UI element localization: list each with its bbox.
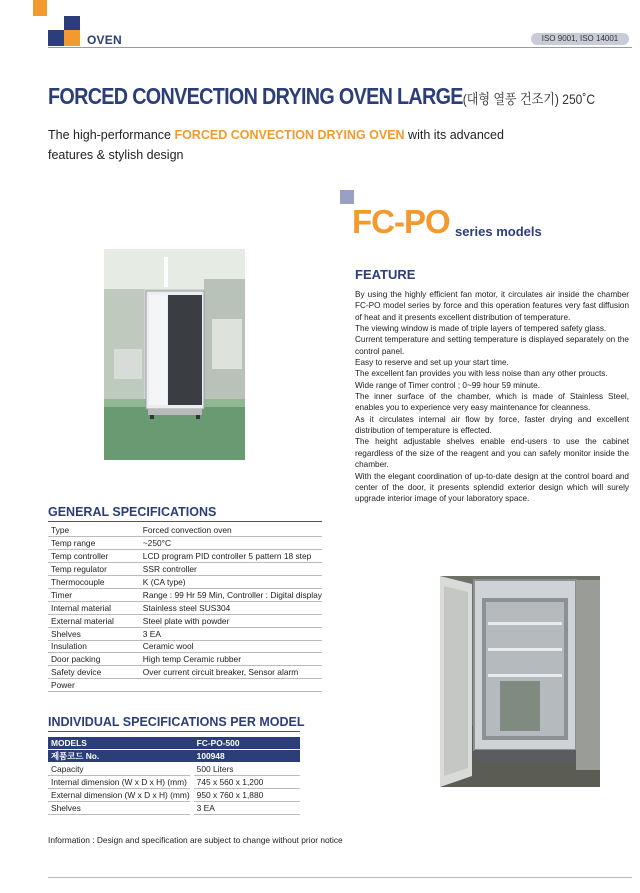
logo-square-orange: [64, 30, 80, 46]
series-marker: [340, 190, 354, 204]
table-row: [48, 679, 322, 692]
model-spec-value: 950 x 760 x 1,880: [194, 789, 300, 802]
feature-paragraph: With the elegant coordination of up-to-date design at the control board and center of the door, it presents splendid exterior design which will surely upgrade interior image of your laboratory space.: [355, 471, 629, 504]
model-spec-label: Shelves: [48, 802, 190, 815]
table-header-row: [48, 750, 300, 763]
model-spec-value: 500 Liters: [194, 763, 300, 776]
logo-square-navy-top: [64, 16, 80, 30]
table-row: [48, 666, 322, 679]
info-note: Information : Design and specification are subject to change without prior notice: [48, 835, 343, 845]
spec-value: Over current circuit breaker, Sensor alarm: [140, 666, 322, 679]
model-specs-table: [48, 737, 300, 815]
series-code: FC-PO: [352, 203, 450, 240]
spec-value: K (CA type): [140, 576, 322, 589]
spec-label: Insulation: [48, 640, 140, 653]
title-korean: (대형 열풍 건조기): [462, 91, 559, 107]
table-row: [48, 802, 300, 815]
spec-value: 3 EA: [140, 627, 322, 640]
feature-paragraph: Wide range of Timer control ; 0~99 hour 59 minute.: [355, 380, 540, 390]
footer-divider: [48, 877, 632, 878]
spec-value: ~250°C: [140, 537, 322, 550]
spec-label: Shelves: [48, 627, 140, 640]
model-specs-title: INDIVIDUAL SPECIFICATIONS PER MODEL: [48, 715, 305, 729]
general-specs-title: GENERAL SPECIFICATIONS: [48, 505, 217, 519]
category-label: OVEN: [87, 33, 122, 47]
spec-label: Timer: [48, 588, 140, 601]
spec-label: Door packing: [48, 653, 140, 666]
table-row: [48, 653, 322, 666]
spec-label: Safety device: [48, 666, 140, 679]
table-row: [48, 640, 322, 653]
spec-label: Temp controller: [48, 550, 140, 563]
table-row: [48, 537, 322, 550]
logo-square-orange-top: [33, 0, 47, 16]
spec-value: High temp Ceramic rubber: [140, 653, 322, 666]
model-header-value: FC-PO-500: [194, 737, 300, 750]
table-row: [48, 550, 322, 563]
intro-highlight: FORCED CONVECTION DRYING OVEN: [174, 128, 405, 142]
table-row: [48, 614, 322, 627]
feature-paragraph: The inner surface of the chamber, which is made of Stainless Steel, enables you to experience very easy maintenance for cleanness.: [355, 392, 629, 413]
table-header-row: [48, 737, 300, 750]
table-row: [48, 563, 322, 576]
logo-square-navy: [48, 30, 64, 46]
model-spec-value: 3 EA: [194, 802, 300, 815]
iso-badge: ISO 9001, ISO 14001: [531, 33, 629, 45]
feature-paragraph: As it circulates internal air flow by force, faster drying and excellent distribution of temperature is effected.: [355, 414, 629, 436]
model-spec-label: Internal dimension (W x D x H) (mm): [48, 776, 190, 789]
model-specs-divider: [48, 731, 300, 732]
feature-paragraph: The excellent fan provides you with less noise than any other proucts.: [355, 369, 608, 379]
spec-value: LCD program PID controller 5 pattern 18 step: [140, 550, 322, 563]
intro-suffix: with its advanced features & stylish design: [48, 128, 504, 162]
model-spec-label: Capacity: [48, 763, 190, 776]
model-header-value: 100948: [194, 750, 300, 763]
spec-label: Thermocouple: [48, 576, 140, 589]
spec-value: [140, 679, 322, 692]
feature-paragraph: Current temperature and setting temperature is displayed separately on the control panel.: [355, 335, 629, 356]
oven-chamber-photo: [440, 576, 600, 787]
spec-value: Ceramic wool: [140, 640, 322, 653]
model-header-label: MODELS: [48, 737, 190, 750]
general-specs-divider: [48, 521, 322, 522]
title-temp: 250˚C: [562, 91, 596, 107]
model-spec-value: 745 x 560 x 1,200: [194, 776, 300, 789]
table-row: [48, 588, 322, 601]
spec-value: Forced convection oven: [140, 524, 322, 537]
model-header-label: 제품코드 No.: [48, 750, 190, 763]
feature-paragraph: By using the highly efficient fan motor, it circulates air inside the chamber FC-PO model series by force and this operation features very fast diffusion of heat and it presents excellent distribution of temperature.: [355, 290, 629, 322]
header-divider: [48, 47, 632, 48]
title-main: FORCED CONVECTION DRYING OVEN LARGE: [48, 83, 463, 109]
spec-label: External material: [48, 614, 140, 627]
spec-value: Range : 99 Hr 59 Min, Controller : Digital display: [140, 588, 322, 601]
feature-paragraph: Easy to reserve and set up your start time.: [355, 358, 509, 368]
spec-label: Temp range: [48, 537, 140, 550]
model-spec-label: External dimension (W x D x H) (mm): [48, 789, 190, 802]
table-row: [48, 763, 300, 776]
feature-paragraph: The viewing window is made of triple layers of tempered safety glass.: [355, 324, 607, 334]
general-specs-table: [48, 524, 322, 692]
spec-label: Type: [48, 524, 140, 537]
oven-lab-photo: [104, 249, 245, 460]
feature-title: FEATURE: [355, 267, 416, 282]
spec-label: Temp regulator: [48, 563, 140, 576]
page-title: [48, 83, 595, 110]
spec-label: Internal material: [48, 601, 140, 614]
table-row: [48, 789, 300, 802]
spec-value: Steel plate with powder: [140, 614, 322, 627]
table-row: [48, 776, 300, 789]
spec-value: Stainless steel SUS304: [140, 601, 322, 614]
feature-text: [355, 289, 629, 505]
spec-label: Power: [48, 679, 140, 692]
table-row: [48, 627, 322, 640]
table-row: [48, 576, 322, 589]
table-row: [48, 524, 322, 537]
intro-prefix: The high-performance: [48, 128, 175, 142]
feature-paragraph: The height adjustable shelves enable end-users to use the cabinet regardless of the size of the reagent and you can safely monitor inside the chamber.: [355, 437, 629, 470]
spec-value: SSR controller: [140, 563, 322, 576]
series-label: series models: [455, 224, 542, 239]
table-row: [48, 601, 322, 614]
intro-text: [48, 125, 528, 165]
